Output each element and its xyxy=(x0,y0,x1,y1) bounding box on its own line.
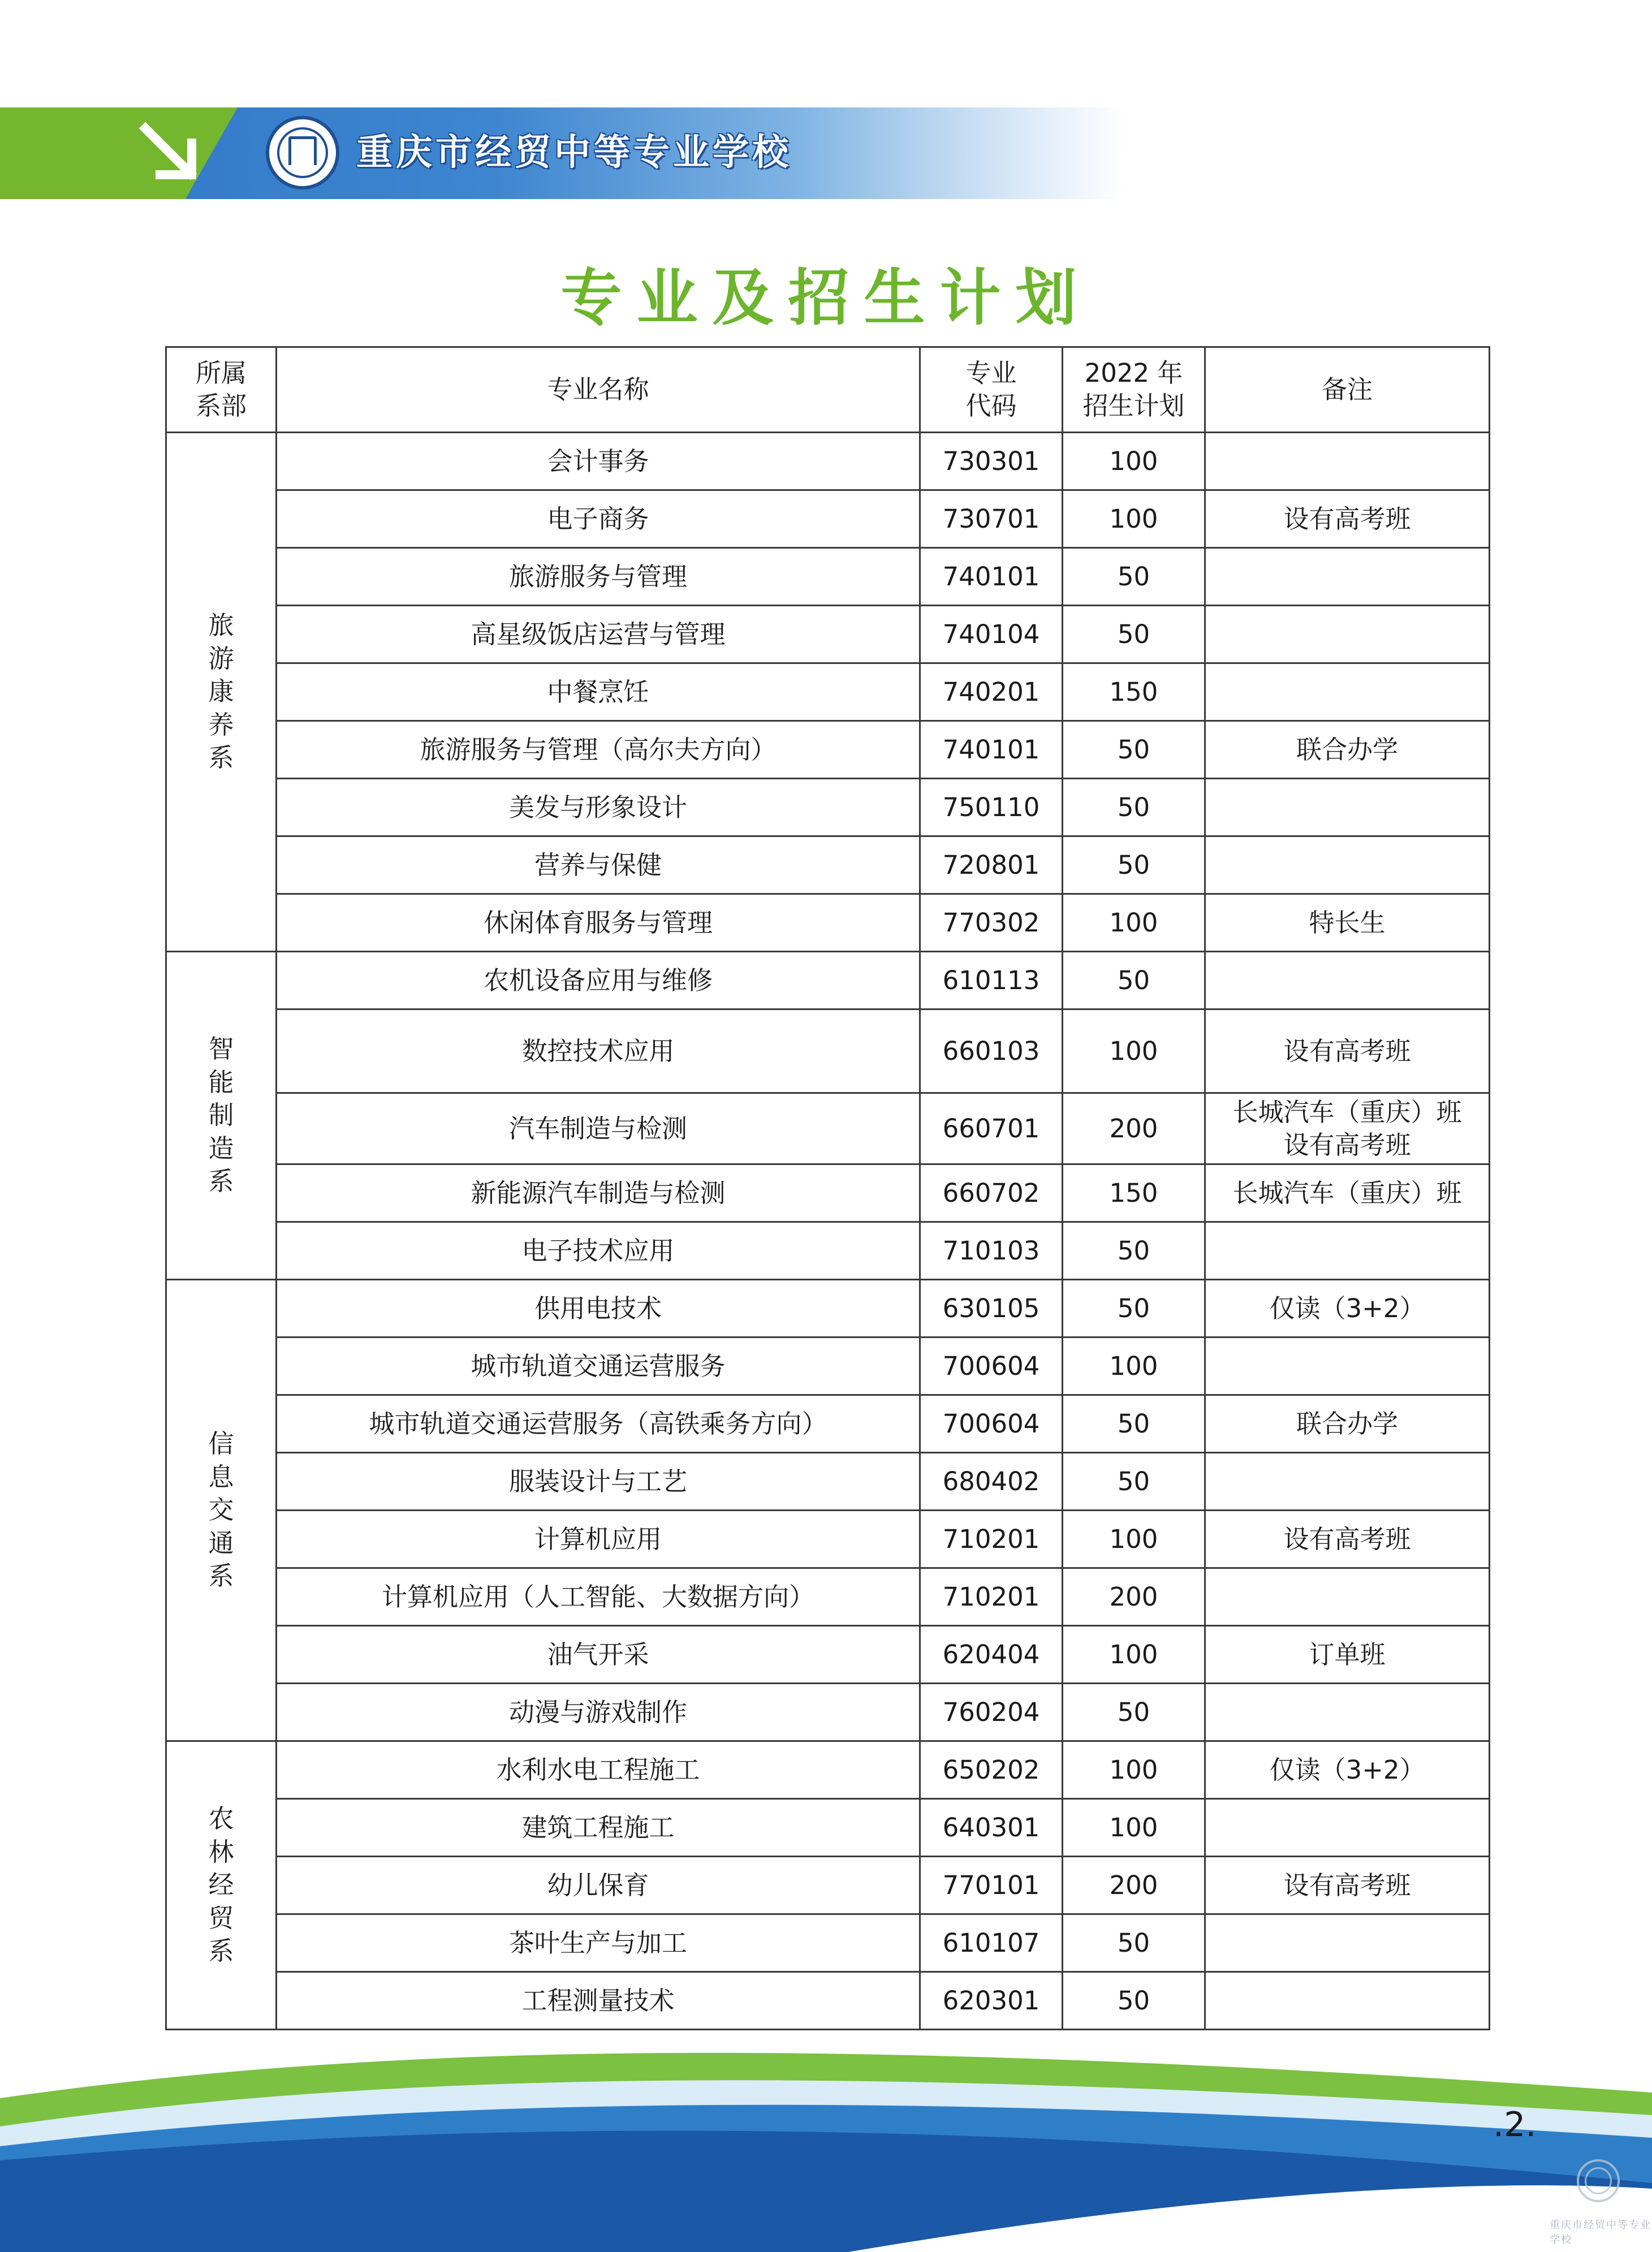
table-row xyxy=(166,548,1490,606)
table-row xyxy=(166,663,1490,721)
major-name: 工程测量技术 xyxy=(277,1972,920,2030)
enrollment-plan-table xyxy=(165,346,1490,2030)
page-number: .2. xyxy=(1493,2105,1537,2145)
plan-count: 100 xyxy=(1063,1009,1205,1093)
department-cell: 旅游康养系 xyxy=(166,433,277,952)
note: 特长生 xyxy=(1205,894,1490,952)
major-code: 710201 xyxy=(920,1511,1063,1568)
note xyxy=(1205,1799,1490,1857)
plan-count: 100 xyxy=(1063,894,1205,952)
major-name: 服装设计与工艺 xyxy=(277,1453,920,1511)
major-code: 620301 xyxy=(920,1972,1063,2030)
major-name: 高星级饭店运营与管理 xyxy=(277,606,920,663)
major-code: 640301 xyxy=(920,1799,1063,1857)
major-name: 城市轨道交通运营服务 xyxy=(277,1338,920,1395)
note: 仅读（3+2） xyxy=(1205,1280,1490,1338)
major-code: 610113 xyxy=(920,952,1063,1009)
major-code: 750110 xyxy=(920,779,1063,836)
note xyxy=(1205,1453,1490,1511)
major-code: 660701 xyxy=(920,1093,1063,1164)
plan-count: 50 xyxy=(1063,952,1205,1009)
table-row xyxy=(166,1222,1490,1280)
table-row xyxy=(166,606,1490,663)
header-plan: 2022 年招生计划 xyxy=(1063,347,1205,433)
table-row xyxy=(166,836,1490,894)
plan-count: 150 xyxy=(1063,663,1205,721)
plan-count: 100 xyxy=(1063,1626,1205,1684)
note: 长城汽车（重庆）班 xyxy=(1205,1164,1490,1222)
major-code: 610107 xyxy=(920,1914,1063,1972)
major-name: 电子商务 xyxy=(277,490,920,548)
header-code: 专业代码 xyxy=(920,347,1063,433)
major-code: 710201 xyxy=(920,1568,1063,1626)
note: 设有高考班 xyxy=(1205,1857,1490,1914)
plan-count: 100 xyxy=(1063,1741,1205,1799)
table-row xyxy=(166,952,1490,1009)
major-code: 700604 xyxy=(920,1338,1063,1395)
major-name: 茶叶生产与加工 xyxy=(277,1914,920,1972)
note xyxy=(1205,1338,1490,1395)
major-name: 汽车制造与检测 xyxy=(277,1093,920,1164)
note: 设有高考班 xyxy=(1205,1009,1490,1093)
plan-count: 50 xyxy=(1063,779,1205,836)
note xyxy=(1205,836,1490,894)
footer-wave xyxy=(0,2047,1652,2252)
note: 联合办学 xyxy=(1205,721,1490,779)
plan-count: 100 xyxy=(1063,1799,1205,1857)
footer-school-name: 重庆市经贸中等专业学校 xyxy=(1550,2219,1651,2246)
major-name: 城市轨道交通运营服务（高铁乘务方向） xyxy=(277,1395,920,1453)
plan-count: 100 xyxy=(1063,433,1205,490)
table-row xyxy=(166,490,1490,548)
note xyxy=(1205,1093,1490,1164)
note xyxy=(1205,779,1490,836)
major-name: 水利水电工程施工 xyxy=(277,1741,920,1799)
plan-count: 50 xyxy=(1063,1453,1205,1511)
plan-count: 200 xyxy=(1063,1857,1205,1914)
major-code: 730701 xyxy=(920,490,1063,548)
note: 设有高考班 xyxy=(1205,1511,1490,1568)
table-row xyxy=(166,1857,1490,1914)
major-name: 旅游服务与管理（高尔夫方向） xyxy=(277,721,920,779)
school-name: 重庆市经贸中等专业学校 xyxy=(356,131,792,174)
table-row xyxy=(166,1684,1490,1741)
major-code: 740104 xyxy=(920,606,1063,663)
major-name: 数控技术应用 xyxy=(277,1009,920,1093)
major-name: 中餐烹饪 xyxy=(277,663,920,721)
plan-count: 50 xyxy=(1063,721,1205,779)
major-code: 660103 xyxy=(920,1009,1063,1093)
plan-count: 50 xyxy=(1063,606,1205,663)
major-code: 650202 xyxy=(920,1741,1063,1799)
plan-count: 150 xyxy=(1063,1164,1205,1222)
note xyxy=(1205,663,1490,721)
major-code: 740101 xyxy=(920,548,1063,606)
major-name: 旅游服务与管理 xyxy=(277,548,920,606)
table-row xyxy=(166,1280,1490,1338)
department-cell: 信息交通系 xyxy=(166,1280,277,1741)
note xyxy=(1205,1684,1490,1741)
table-row xyxy=(166,1799,1490,1857)
plan-count: 50 xyxy=(1063,1395,1205,1453)
major-code: 720801 xyxy=(920,836,1063,894)
header-major: 专业名称 xyxy=(277,347,920,433)
table-row xyxy=(166,779,1490,836)
major-name: 休闲体育服务与管理 xyxy=(277,894,920,952)
major-code: 770302 xyxy=(920,894,1063,952)
major-code: 730301 xyxy=(920,433,1063,490)
major-name: 会计事务 xyxy=(277,433,920,490)
plan-count: 50 xyxy=(1063,836,1205,894)
header-note: 备注 xyxy=(1205,347,1490,433)
plan-count: 200 xyxy=(1063,1568,1205,1626)
major-name: 新能源汽车制造与检测 xyxy=(277,1164,920,1222)
plan-count: 50 xyxy=(1063,548,1205,606)
major-name: 油气开采 xyxy=(277,1626,920,1684)
major-name: 营养与保健 xyxy=(277,836,920,894)
major-name: 电子技术应用 xyxy=(277,1222,920,1280)
major-code: 620404 xyxy=(920,1626,1063,1684)
plan-count: 50 xyxy=(1063,1280,1205,1338)
note-line: 长城汽车（重庆）班 xyxy=(1232,1097,1462,1127)
major-code: 660702 xyxy=(920,1164,1063,1222)
major-code: 760204 xyxy=(920,1684,1063,1741)
table-row xyxy=(166,1972,1490,2030)
department-cell: 智能制造系 xyxy=(166,952,277,1280)
note: 联合办学 xyxy=(1205,1395,1490,1453)
plan-count: 50 xyxy=(1063,1684,1205,1741)
note xyxy=(1205,433,1490,490)
table-row xyxy=(166,1338,1490,1395)
plan-count: 200 xyxy=(1063,1093,1205,1164)
note xyxy=(1205,1914,1490,1972)
note xyxy=(1205,606,1490,663)
table-row xyxy=(166,894,1490,952)
note: 订单班 xyxy=(1205,1626,1490,1684)
plan-count: 100 xyxy=(1063,1338,1205,1395)
major-name: 农机设备应用与维修 xyxy=(277,952,920,1009)
page-title: 专业及招生计划 xyxy=(560,263,1092,334)
footer-logo-icon xyxy=(1577,2159,1620,2202)
major-name: 幼儿保育 xyxy=(277,1857,920,1914)
header-dept: 所属系部 xyxy=(166,347,277,433)
table-row xyxy=(166,1093,1490,1164)
table-row xyxy=(166,1914,1490,1972)
major-name: 动漫与游戏制作 xyxy=(277,1684,920,1741)
plan-count: 50 xyxy=(1063,1914,1205,1972)
note: 设有高考班 xyxy=(1205,490,1490,548)
table-header-row xyxy=(166,347,1490,433)
note-line: 设有高考班 xyxy=(1283,1129,1411,1160)
header-band xyxy=(0,107,1652,199)
plan-count: 100 xyxy=(1063,490,1205,548)
major-code: 740101 xyxy=(920,721,1063,779)
table-row xyxy=(166,1626,1490,1684)
table-row xyxy=(166,1568,1490,1626)
table-row xyxy=(166,1395,1490,1453)
table-row xyxy=(166,1164,1490,1222)
major-code: 770101 xyxy=(920,1857,1063,1914)
note xyxy=(1205,952,1490,1009)
major-name: 计算机应用 xyxy=(277,1511,920,1568)
major-name: 建筑工程施工 xyxy=(277,1799,920,1857)
major-name: 美发与形象设计 xyxy=(277,779,920,836)
major-code: 710103 xyxy=(920,1222,1063,1280)
major-code: 740201 xyxy=(920,663,1063,721)
major-code: 700604 xyxy=(920,1395,1063,1453)
plan-count: 100 xyxy=(1063,1511,1205,1568)
major-code: 630105 xyxy=(920,1280,1063,1338)
major-name: 计算机应用（人工智能、大数据方向） xyxy=(277,1568,920,1626)
plan-count: 50 xyxy=(1063,1222,1205,1280)
arrow-down-right-icon xyxy=(139,122,201,184)
plan-count: 50 xyxy=(1063,1972,1205,2030)
major-code: 680402 xyxy=(920,1453,1063,1511)
table-row xyxy=(166,721,1490,779)
note xyxy=(1205,1222,1490,1280)
major-name: 供用电技术 xyxy=(277,1280,920,1338)
note xyxy=(1205,548,1490,606)
note: 仅读（3+2） xyxy=(1205,1741,1490,1799)
note xyxy=(1205,1568,1490,1626)
table-row xyxy=(166,1511,1490,1568)
table-row xyxy=(166,433,1490,490)
table-row xyxy=(166,1741,1490,1799)
note xyxy=(1205,1972,1490,2030)
table-row xyxy=(166,1453,1490,1511)
table-row xyxy=(166,1009,1490,1093)
department-cell: 农林经贸系 xyxy=(166,1741,277,2030)
school-logo-icon xyxy=(266,116,339,189)
